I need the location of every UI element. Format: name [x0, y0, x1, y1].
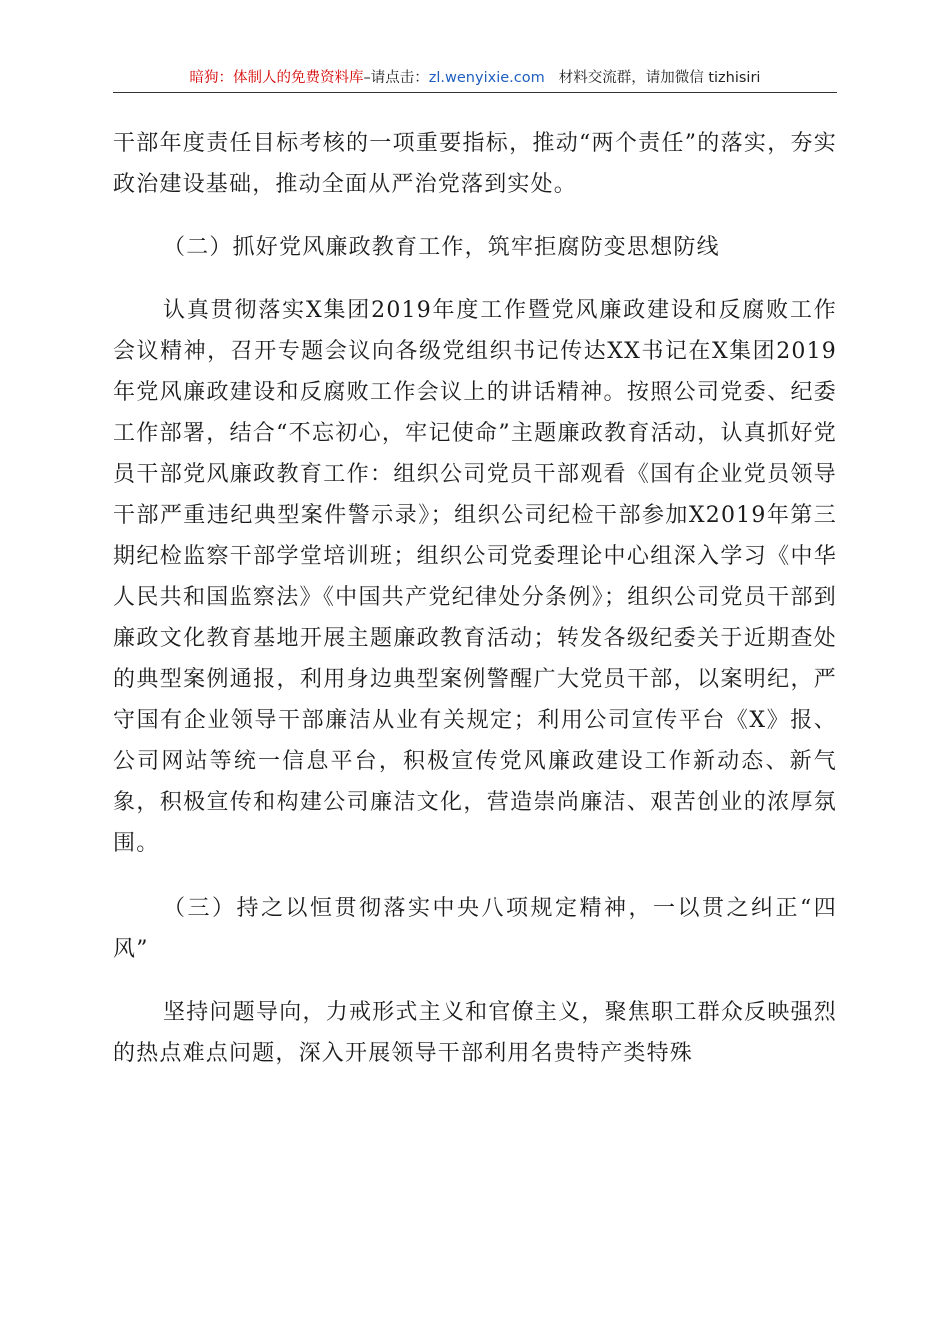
document-body	[113, 123, 837, 1074]
paragraph-eight-rules: 坚持问题导向，力戒形式主义和官僚主义，聚焦职工群众反映强烈的热点难点问题，深入开展领导干部利用名贵特产类特殊	[113, 1000, 837, 1066]
page-header	[113, 66, 837, 93]
header-link[interactable]: zl.wenyixie.com	[428, 70, 545, 86]
header-brand: 暗狗：体制人的免费资料库	[189, 70, 364, 86]
paragraph-continued: 干部年度责任目标考核的一项重要指标，推动“两个责任”的落实，夯实政治建设基础，推动全面从严治党落到实处。	[113, 131, 837, 197]
header-click-prompt: –请点击：	[363, 70, 429, 86]
section-heading-2: （二）抓好党风廉政教育工作，筑牢拒腐防变思想防线	[163, 235, 720, 260]
section-heading-3: （三）持之以恒贯彻落实中央八项规定精神，一以贯之纠正“四风”	[113, 896, 837, 962]
header-group-note: 材料交流群，请加微信 tizhisiri	[558, 70, 761, 86]
paragraph-education: 认真贯彻落实X集团2019年度工作暨党风廉政建设和反腐败工作会议精神，召开专题会议向各级党组织书记传达XX书记在X集团2019年党风廉政建设和反腐败工作会议上的讲话精神。按照公司党委、纪委工作部署，结合“不忘初心，牢记使命”主题廉政教育活动，认真抓好党员干部党风廉政教育工作：组织公司党员干部观看《国有企业党员领导干部严重违纪典型案件警示录》；组织公司纪检干部参加X2019年第三期纪检监察干部学堂培训班；组织公司党委理论中心组深入学习《中华人民共和国监察法》《中国共产党纪律处分条例》；组织公司党员干部到廉政文化教育基地开展主题廉政教育活动；转发各级纪委关于近期查处的典型案例通报，利用身边典型案例警醒广大党员干部，以案明纪，严守国有企业领导干部廉洁从业有关规定；利用公司宣传平台《X》报、公司网站等统一信息平台，积极宣传党风廉政建设工作新动态、新气象，积极宣传和构建公司廉洁文化，营造崇尚廉洁、艰苦创业的浓厚氛围。	[113, 298, 837, 856]
